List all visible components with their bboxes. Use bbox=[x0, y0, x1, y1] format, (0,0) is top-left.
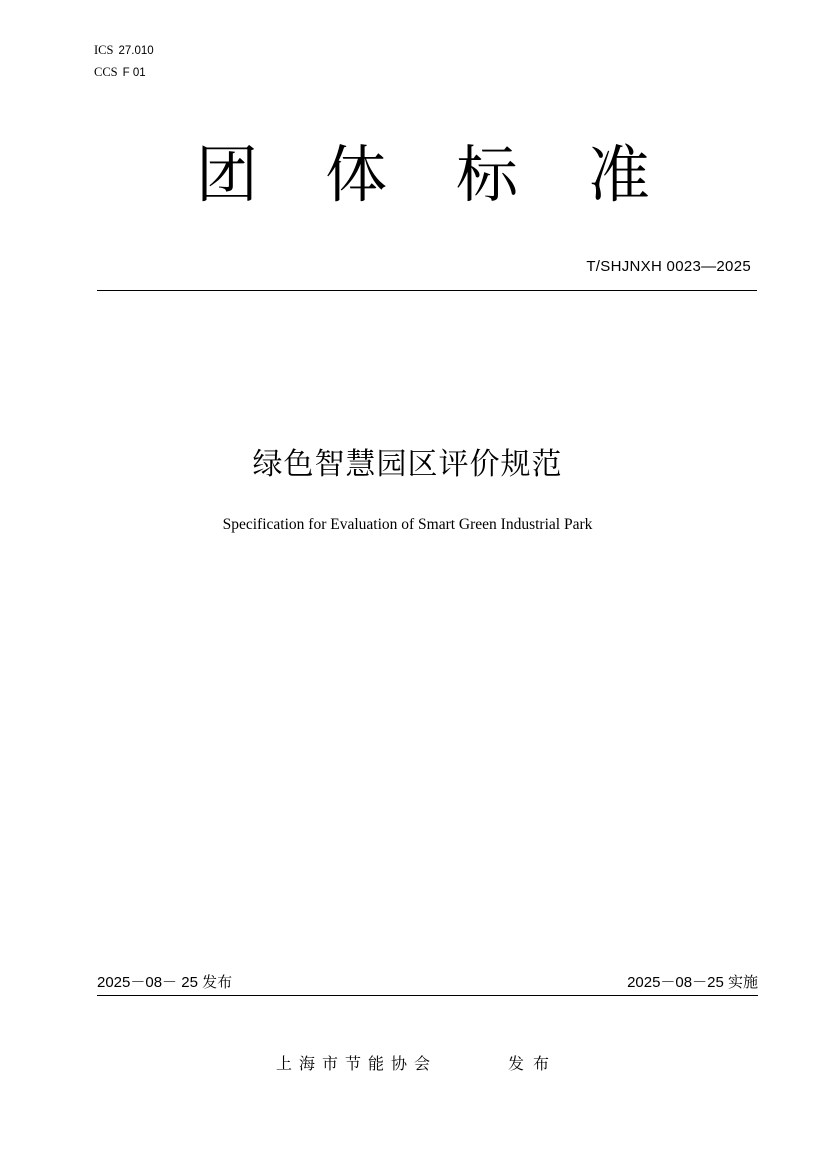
document-title-english: Specification for Evaluation of Smart Green Industrial Park bbox=[222, 516, 593, 533]
release-date-line bbox=[97, 971, 232, 994]
document-title-chinese: 绿色智慧园区评价规范 bbox=[252, 447, 563, 482]
ccs-code: F 01 bbox=[122, 67, 146, 79]
implement-date: 2025－08－25 bbox=[627, 974, 724, 991]
standard-kind-char: 准 bbox=[588, 138, 651, 211]
implement-label: 实施 bbox=[727, 973, 758, 991]
ics-line bbox=[94, 40, 154, 62]
release-label: 发布 bbox=[202, 973, 233, 991]
top-divider bbox=[97, 290, 757, 291]
standard-kind-char: 团 bbox=[196, 138, 259, 211]
ics-code: 27.010 bbox=[118, 45, 154, 57]
ics-label: ICS bbox=[94, 43, 114, 57]
bottom-divider bbox=[97, 995, 758, 996]
classification-codes bbox=[94, 40, 154, 84]
ccs-label: CCS bbox=[94, 65, 118, 79]
implement-date-line bbox=[627, 971, 758, 994]
publish-label: 发布 bbox=[508, 1054, 559, 1073]
release-date: 2025－08－ 25 bbox=[97, 974, 198, 991]
standard-kind-heading bbox=[0, 138, 815, 212]
standard-kind-char: 标 bbox=[456, 138, 519, 211]
publisher-name: 上海市节能协会 bbox=[276, 1054, 438, 1073]
standard-number: T/SHJNXH 0023—2025 bbox=[586, 258, 751, 275]
ccs-line bbox=[94, 62, 154, 84]
standard-kind-char: 体 bbox=[325, 138, 388, 211]
